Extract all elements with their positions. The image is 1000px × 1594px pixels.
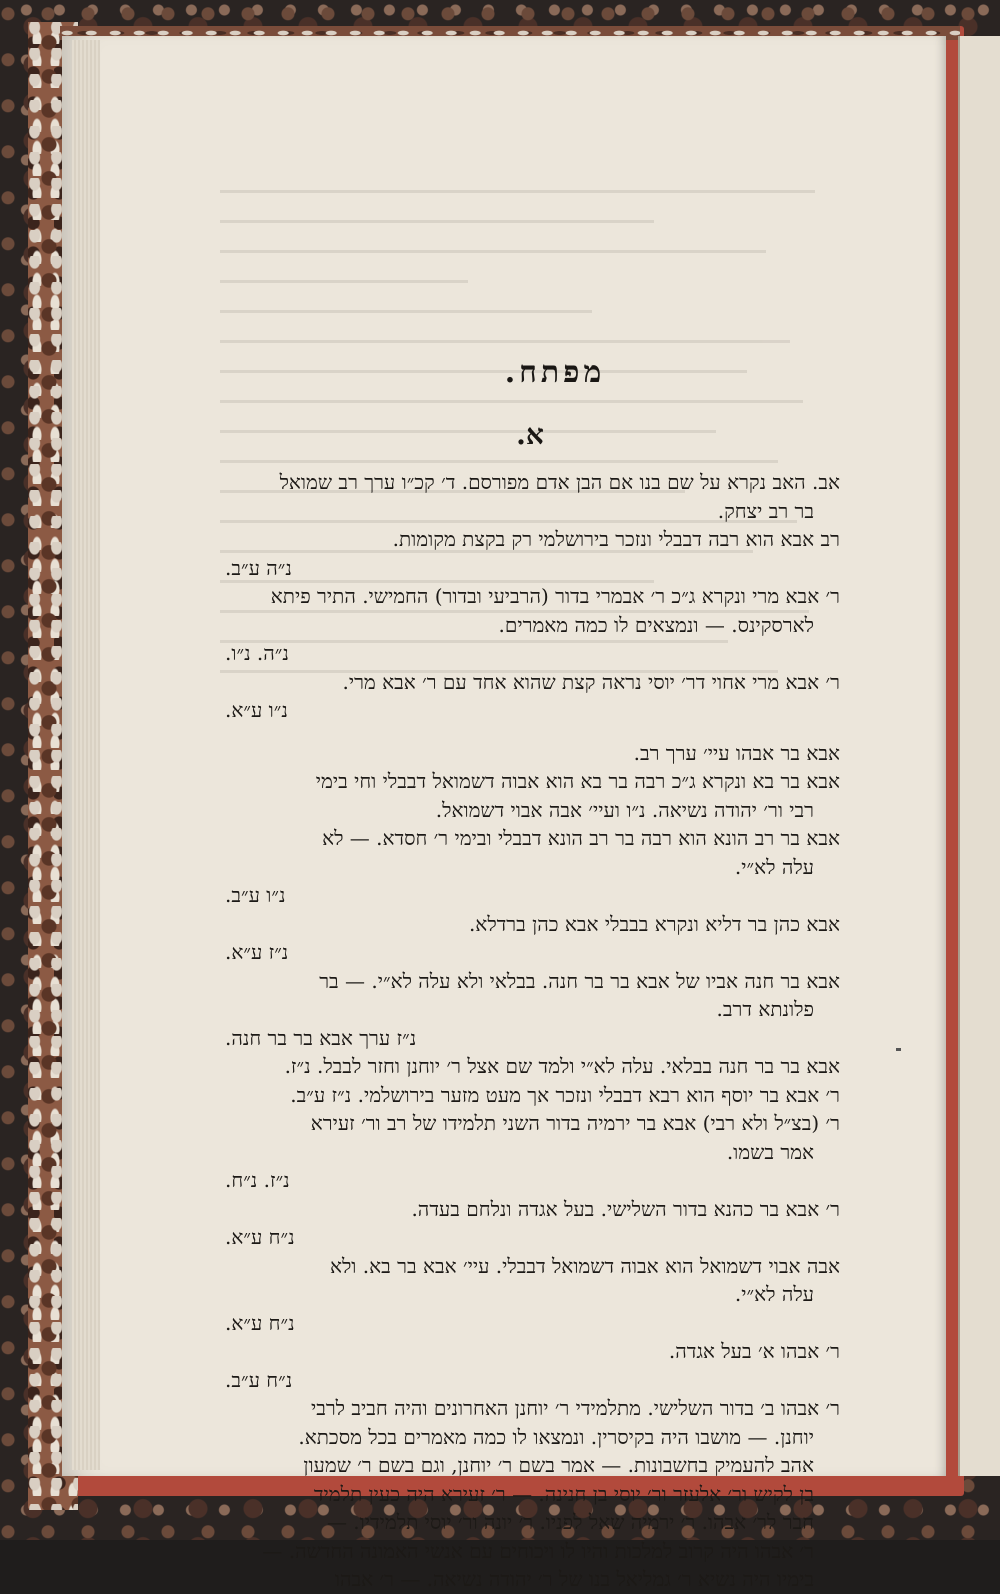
index-entries [225,468,840,1594]
entry-spacer [225,725,840,739]
entry-line: בימיו היה נשיא ר׳ גמליאל בנו של ר׳ יהודה נשיאה. — ר׳ אבהו [334,1567,814,1591]
index-entry [225,525,840,582]
section-letter: א. [516,418,544,451]
margin-mark [896,1048,901,1051]
entry-line: ר׳ (בצ״ל ולא רבי) אבא בר ירמיה בדור השני תלמידו של רב ור׳ זעירא [310,1111,840,1135]
index-entry [225,668,840,725]
entry-line: יוחנן. — מושבו היה בקיסרין. ונמצאו לו כמה מאמרים בכל מסכתא. [298,1424,814,1449]
entry-line: אבא כהן בר דליא ונקרא בבבלי אבא כהן ברדלא. [468,911,840,936]
index-entry [225,1195,840,1252]
index-entry [225,582,840,668]
entry-line: אבא בר רב הונא הוא רבה בר רב הונא דבבלי ובימי ר׳ חסדא. — לא [322,826,840,850]
entry-line: ר׳ אבהו א׳ בעל אגדה. [668,1339,840,1363]
index-entry [225,767,840,824]
next-page-edge [958,36,1000,1476]
entry-line: רב אבא הוא רבה דבבלי ונזכר בירושלמי רק בקצת מקומות. [392,527,840,551]
entry-line: ר׳ אבא מרי ונקרא ג״כ ר׳ אבמרי בדור (הרביעי ובדור) החמישי. התיר פיתא [270,584,840,608]
entry-line: אבא בר חנה אביו של אבא בר בר חנה. בבלאי ולא עלה לא״י. — בר [319,968,840,993]
entry-line: אבא בר בא ונקרא ג״כ רבה בר בא הוא אבוה דשמואל דבבלי וחי בימי [315,769,840,793]
index-entry [225,910,840,967]
entry-line: עלה לא״י. [734,854,814,879]
entry-line: רבי ור׳ יהודה נשיאה. נ״ו ועיי׳ אבה אבוי דשמואל. [435,797,814,822]
index-entry [225,1052,840,1081]
index-entry [225,967,840,1053]
entry-line: פלונתא דרב. [716,997,814,1021]
entry-line: אהב להעמיק בחשבונות. — אמר בשם ר׳ יוחנן, וגם בשם ר׳ שמעון [303,1453,814,1477]
page-heading: מפתח. [504,355,606,390]
entry-line: אמר בשמו. [726,1139,814,1164]
index-entry [225,1337,840,1394]
entry-line: אבא בר בר חנה בבלאי. עלה לא״י ולמד שם אצל ר׳ יוחנן וחזר לבבל. נ״ז. [284,1054,840,1078]
page-gutter [72,40,100,1470]
index-entry [225,468,840,525]
index-entry [225,1252,840,1338]
entry-reference: נ״ח ע״א. [225,1225,295,1249]
entry-reference: נ״ו ע״א. [225,698,288,722]
entry-reference: נ״ח ע״ב. [225,1367,293,1392]
index-entry [225,824,840,910]
index-entry [225,1109,840,1195]
entry-reference: נ״ה ע״ב. [225,555,292,580]
index-entry [225,1081,840,1110]
entry-reference: נ״ח ע״א. [225,1310,295,1335]
entry-line: אבא בר אבהו עיי׳ ערך רב. [633,740,840,765]
entry-line: ר׳ אבהו ב׳ בדור השלישי. מתלמידי ר׳ יוחנן האחרונים והיה חביב לרבי [310,1396,840,1420]
entry-line: אבה אבוי דשמואל הוא אבוה דשמואל דבבלי. עיי׳ אבא בר בא. ולא [329,1253,840,1278]
index-entry [225,739,840,768]
entry-line: ר׳ אבא בר יוסף הוא רבא דבבלי ונזכר אך מעט מזער בירושלמי. נ״ז ע״ב. [290,1082,840,1107]
entry-reference: נ״ז ערך אבא בר בר חנה. [225,1025,417,1050]
entry-line: ר׳ אבא בר כהנא בדור השלישי. בעל אגדה ונלחם בעדה. [411,1196,840,1221]
entry-line: ר׳ אבהו היה קרוב למלכות והיו לו ויכוחים עם אנשי האמונה החדשה. — [262,1538,814,1563]
entry-reference: נ״ז ע״א. [225,940,289,964]
entry-line: בן לקיש ור׳ אלעזר ור׳ יוסי בן חנינה. — ר׳ זעירא היה כעין תלמיד [313,1481,814,1506]
entry-line: אב. האב נקרא על שם בנו אם הבן אדם מפורסם. ד׳ קכ״ו ערך רב שמואל [279,470,840,494]
entry-reference: נ״ז. נ״ח. [225,1168,290,1192]
entry-reference: נ״ה. נ״ו. [225,641,289,665]
entry-line: בר רב יצחק. [717,498,814,523]
entry-line: עלה לא״י. [734,1282,814,1306]
entry-line: חבר לר׳ אבהו. ר׳ ירמיה שאל לפניו. ר׳ יונה ור׳ יוסי תלמידיו. — [326,1510,814,1534]
entry-line: ר׳ אבא מרי אחוי דר׳ יוסי נראה קצת שהוא אחד עם ר׳ אבא מרי. [342,669,840,694]
entry-reference: נ״ו ע״ב. [225,883,286,907]
entry-line: לארסקינס. — ונמצאים לו כמה מאמרים. [498,612,814,637]
index-entry [225,1394,840,1594]
